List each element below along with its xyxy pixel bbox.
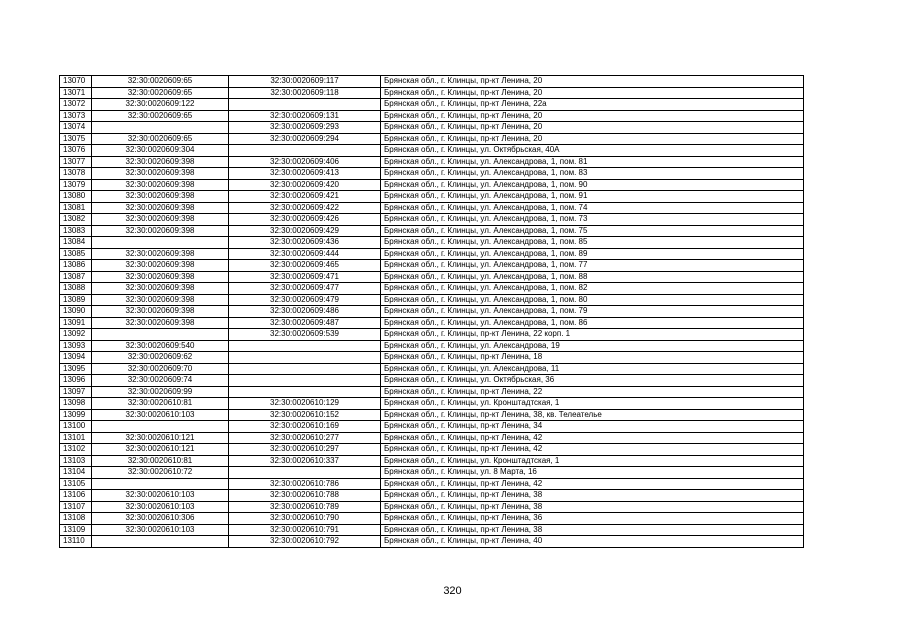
- row-number-cell: 13086: [60, 260, 92, 272]
- row-number-cell: 13097: [60, 386, 92, 398]
- address-cell: Брянская обл., г. Клинцы, пр-кт Ленина, 20: [381, 133, 804, 145]
- parcel-number-cell: 32:30:0020610:72: [92, 467, 229, 479]
- object-number-cell: [229, 340, 381, 352]
- object-number-cell: 32:30:0020610:786: [229, 478, 381, 490]
- object-number-cell: 32:30:0020609:479: [229, 294, 381, 306]
- address-cell: Брянская обл., г. Клинцы, ул. Александрова, 1, пом. 85: [381, 237, 804, 249]
- row-number-cell: 13077: [60, 156, 92, 168]
- parcel-number-cell: [92, 536, 229, 548]
- object-number-cell: 32:30:0020610:277: [229, 432, 381, 444]
- address-cell: Брянская обл., г. Клинцы, ул. Александрова, 1, пом. 80: [381, 294, 804, 306]
- object-number-cell: 32:30:0020609:406: [229, 156, 381, 168]
- object-number-cell: 32:30:0020610:337: [229, 455, 381, 467]
- row-number-cell: 13070: [60, 76, 92, 88]
- row-number-cell: 13095: [60, 363, 92, 375]
- parcel-number-cell: 32:30:0020610:81: [92, 455, 229, 467]
- address-cell: Брянская обл., г. Клинцы, пр-кт Ленина, 20: [381, 110, 804, 122]
- table-row: [60, 329, 804, 341]
- parcel-number-cell: 32:30:0020610:103: [92, 524, 229, 536]
- row-number-cell: 13071: [60, 87, 92, 99]
- parcel-number-cell: 32:30:0020609:398: [92, 202, 229, 214]
- row-number-cell: 13087: [60, 271, 92, 283]
- object-number-cell: 32:30:0020610:792: [229, 536, 381, 548]
- object-number-cell: 32:30:0020610:297: [229, 444, 381, 456]
- parcel-number-cell: [92, 478, 229, 490]
- parcel-number-cell: 32:30:0020609:99: [92, 386, 229, 398]
- object-number-cell: 32:30:0020609:131: [229, 110, 381, 122]
- parcel-number-cell: 32:30:0020609:398: [92, 191, 229, 203]
- table-row: [60, 76, 804, 88]
- table-row: [60, 122, 804, 134]
- address-cell: Брянская обл., г. Клинцы, пр-кт Ленина, 42: [381, 444, 804, 456]
- row-number-cell: 13090: [60, 306, 92, 318]
- table-row: [60, 363, 804, 375]
- parcel-number-cell: [92, 122, 229, 134]
- object-number-cell: 32:30:0020609:294: [229, 133, 381, 145]
- table-row: [60, 248, 804, 260]
- row-number-cell: 13078: [60, 168, 92, 180]
- address-cell: Брянская обл., г. Клинцы, ул. Александрова, 1, пом. 73: [381, 214, 804, 226]
- parcel-number-cell: 32:30:0020609:398: [92, 225, 229, 237]
- table-row: [60, 294, 804, 306]
- object-number-cell: [229, 352, 381, 364]
- address-cell: Брянская обл., г. Клинцы, ул. Александрова, 1, пом. 86: [381, 317, 804, 329]
- row-number-cell: 13109: [60, 524, 92, 536]
- table-row: [60, 386, 804, 398]
- parcel-number-cell: 32:30:0020609:398: [92, 179, 229, 191]
- address-cell: Брянская обл., г. Клинцы, пр-кт Ленина, 40: [381, 536, 804, 548]
- parcel-number-cell: 32:30:0020609:65: [92, 133, 229, 145]
- object-number-cell: [229, 386, 381, 398]
- parcel-number-cell: 32:30:0020609:540: [92, 340, 229, 352]
- row-number-cell: 13096: [60, 375, 92, 387]
- row-number-cell: 13079: [60, 179, 92, 191]
- table-row: [60, 191, 804, 203]
- row-number-cell: 13101: [60, 432, 92, 444]
- row-number-cell: 13074: [60, 122, 92, 134]
- object-number-cell: 32:30:0020609:444: [229, 248, 381, 260]
- table-row: [60, 375, 804, 387]
- table-row: [60, 237, 804, 249]
- table-row: [60, 110, 804, 122]
- address-cell: Брянская обл., г. Клинцы, ул. Александрова, 1, пом. 75: [381, 225, 804, 237]
- row-number-cell: 13105: [60, 478, 92, 490]
- address-cell: Брянская обл., г. Клинцы, ул. Кронштадтская, 1: [381, 398, 804, 410]
- parcel-number-cell: 32:30:0020610:103: [92, 490, 229, 502]
- address-cell: Брянская обл., г. Клинцы, ул. Кронштадтская, 1: [381, 455, 804, 467]
- row-number-cell: 13084: [60, 237, 92, 249]
- address-cell: Брянская обл., г. Клинцы, пр-кт Ленина, 18: [381, 352, 804, 364]
- parcel-number-cell: 32:30:0020609:304: [92, 145, 229, 157]
- address-cell: Брянская обл., г. Клинцы, ул. Октябрьская, 36: [381, 375, 804, 387]
- address-cell: Брянская обл., г. Клинцы, ул. Александрова, 1, пом. 89: [381, 248, 804, 260]
- row-number-cell: 13110: [60, 536, 92, 548]
- row-number-cell: 13081: [60, 202, 92, 214]
- parcel-number-cell: 32:30:0020609:398: [92, 260, 229, 272]
- address-cell: Брянская обл., г. Клинцы, пр-кт Ленина, 22 корп. 1: [381, 329, 804, 341]
- table-row: [60, 513, 804, 525]
- table-row: [60, 340, 804, 352]
- table-row: [60, 432, 804, 444]
- table-row: [60, 317, 804, 329]
- row-number-cell: 13098: [60, 398, 92, 410]
- parcel-number-cell: 32:30:0020610:81: [92, 398, 229, 410]
- object-number-cell: [229, 363, 381, 375]
- table-row: [60, 352, 804, 364]
- object-number-cell: 32:30:0020609:426: [229, 214, 381, 226]
- object-number-cell: 32:30:0020610:152: [229, 409, 381, 421]
- table-row: [60, 524, 804, 536]
- address-cell: Брянская обл., г. Клинцы, ул. Александрова, 1, пом. 81: [381, 156, 804, 168]
- address-cell: Брянская обл., г. Клинцы, ул. Александрова, 1, пом. 82: [381, 283, 804, 295]
- address-cell: Брянская обл., г. Клинцы, ул. Александрова, 19: [381, 340, 804, 352]
- parcel-number-cell: 32:30:0020609:398: [92, 248, 229, 260]
- parcel-number-cell: [92, 237, 229, 249]
- parcel-number-cell: 32:30:0020609:65: [92, 76, 229, 88]
- object-number-cell: 32:30:0020609:436: [229, 237, 381, 249]
- table-row: [60, 225, 804, 237]
- row-number-cell: 13099: [60, 409, 92, 421]
- parcel-number-cell: 32:30:0020609:398: [92, 283, 229, 295]
- parcel-number-cell: 32:30:0020609:122: [92, 99, 229, 111]
- row-number-cell: 13076: [60, 145, 92, 157]
- object-number-cell: [229, 375, 381, 387]
- page-number: 320: [443, 585, 462, 597]
- address-cell: Брянская обл., г. Клинцы, пр-кт Ленина, 42: [381, 478, 804, 490]
- row-number-cell: 13104: [60, 467, 92, 479]
- address-cell: Брянская обл., г. Клинцы, пр-кт Ленина, 38: [381, 490, 804, 502]
- table-row: [60, 490, 804, 502]
- table-row: [60, 398, 804, 410]
- table-row: [60, 306, 804, 318]
- object-number-cell: 32:30:0020609:293: [229, 122, 381, 134]
- address-cell: Брянская обл., г. Клинцы, пр-кт Ленина, 36: [381, 513, 804, 525]
- parcel-number-cell: 32:30:0020609:398: [92, 294, 229, 306]
- table-row: [60, 168, 804, 180]
- address-cell: Брянская обл., г. Клинцы, ул. Октябрьская, 40А: [381, 145, 804, 157]
- row-number-cell: 13108: [60, 513, 92, 525]
- row-number-cell: 13107: [60, 501, 92, 513]
- parcel-number-cell: 32:30:0020609:62: [92, 352, 229, 364]
- address-cell: Брянская обл., г. Клинцы, пр-кт Ленина, 34: [381, 421, 804, 433]
- address-cell: Брянская обл., г. Клинцы, ул. Александрова, 1, пом. 77: [381, 260, 804, 272]
- address-cell: Брянская обл., г. Клинцы, пр-кт Ленина, 38: [381, 501, 804, 513]
- table-row: [60, 283, 804, 295]
- object-number-cell: 32:30:0020609:118: [229, 87, 381, 99]
- object-number-cell: 32:30:0020610:790: [229, 513, 381, 525]
- address-cell: Брянская обл., г. Клинцы, пр-кт Ленина, 38, кв. Телеателье: [381, 409, 804, 421]
- parcel-number-cell: 32:30:0020609:398: [92, 306, 229, 318]
- row-number-cell: 13073: [60, 110, 92, 122]
- parcel-number-cell: 32:30:0020609:70: [92, 363, 229, 375]
- table-row: [60, 455, 804, 467]
- address-cell: Брянская обл., г. Клинцы, ул. Александрова, 1, пом. 91: [381, 191, 804, 203]
- table-row: [60, 536, 804, 548]
- row-number-cell: 13092: [60, 329, 92, 341]
- row-number-cell: 13075: [60, 133, 92, 145]
- address-cell: Брянская обл., г. Клинцы, пр-кт Ленина, 22: [381, 386, 804, 398]
- row-number-cell: 13088: [60, 283, 92, 295]
- parcel-number-cell: 32:30:0020610:121: [92, 432, 229, 444]
- row-number-cell: 13102: [60, 444, 92, 456]
- parcel-number-cell: 32:30:0020609:398: [92, 168, 229, 180]
- address-cell: Брянская обл., г. Клинцы, пр-кт Ленина, 38: [381, 524, 804, 536]
- table-row: [60, 145, 804, 157]
- table-row: [60, 478, 804, 490]
- address-cell: Брянская обл., г. Клинцы, ул. Александрова, 1, пом. 79: [381, 306, 804, 318]
- table-row: [60, 421, 804, 433]
- table-row: [60, 214, 804, 226]
- table-row: [60, 467, 804, 479]
- object-number-cell: [229, 145, 381, 157]
- object-number-cell: 32:30:0020609:422: [229, 202, 381, 214]
- object-number-cell: 32:30:0020609:413: [229, 168, 381, 180]
- address-cell: Брянская обл., г. Клинцы, ул. Александрова, 1, пом. 88: [381, 271, 804, 283]
- registry-table-body: [60, 76, 804, 548]
- object-number-cell: 32:30:0020609:465: [229, 260, 381, 272]
- table-row: [60, 444, 804, 456]
- object-number-cell: 32:30:0020610:791: [229, 524, 381, 536]
- table-row: [60, 87, 804, 99]
- row-number-cell: 13082: [60, 214, 92, 226]
- object-number-cell: [229, 467, 381, 479]
- address-cell: Брянская обл., г. Клинцы, пр-кт Ленина, 20: [381, 76, 804, 88]
- object-number-cell: [229, 99, 381, 111]
- address-cell: Брянская обл., г. Клинцы, ул. Александрова, 1, пом. 83: [381, 168, 804, 180]
- table-row: [60, 156, 804, 168]
- parcel-number-cell: [92, 421, 229, 433]
- row-number-cell: 13089: [60, 294, 92, 306]
- address-cell: Брянская обл., г. Клинцы, ул. Александрова, 1, пом. 74: [381, 202, 804, 214]
- address-cell: Брянская обл., г. Клинцы, ул. Александрова, 1, пом. 90: [381, 179, 804, 191]
- parcel-number-cell: 32:30:0020610:306: [92, 513, 229, 525]
- parcel-number-cell: 32:30:0020609:398: [92, 156, 229, 168]
- object-number-cell: 32:30:0020609:429: [229, 225, 381, 237]
- row-number-cell: 13083: [60, 225, 92, 237]
- address-cell: Брянская обл., г. Клинцы, ул. Александрова, 11: [381, 363, 804, 375]
- table-row: [60, 202, 804, 214]
- table-row: [60, 409, 804, 421]
- parcel-number-cell: 32:30:0020610:103: [92, 501, 229, 513]
- row-number-cell: 13072: [60, 99, 92, 111]
- parcel-number-cell: 32:30:0020610:103: [92, 409, 229, 421]
- parcel-number-cell: 32:30:0020609:65: [92, 110, 229, 122]
- parcel-number-cell: 32:30:0020609:65: [92, 87, 229, 99]
- object-number-cell: 32:30:0020609:486: [229, 306, 381, 318]
- object-number-cell: 32:30:0020609:477: [229, 283, 381, 295]
- row-number-cell: 13106: [60, 490, 92, 502]
- row-number-cell: 13103: [60, 455, 92, 467]
- object-number-cell: 32:30:0020610:788: [229, 490, 381, 502]
- row-number-cell: 13100: [60, 421, 92, 433]
- parcel-number-cell: [92, 329, 229, 341]
- table-row: [60, 501, 804, 513]
- object-number-cell: 32:30:0020609:539: [229, 329, 381, 341]
- address-cell: Брянская обл., г. Клинцы, пр-кт Ленина, 20: [381, 122, 804, 134]
- parcel-number-cell: 32:30:0020610:121: [92, 444, 229, 456]
- table-row: [60, 99, 804, 111]
- object-number-cell: 32:30:0020609:471: [229, 271, 381, 283]
- object-number-cell: 32:30:0020610:129: [229, 398, 381, 410]
- parcel-number-cell: 32:30:0020609:398: [92, 317, 229, 329]
- table-row: [60, 271, 804, 283]
- row-number-cell: 13080: [60, 191, 92, 203]
- parcel-number-cell: 32:30:0020609:74: [92, 375, 229, 387]
- row-number-cell: 13085: [60, 248, 92, 260]
- object-number-cell: 32:30:0020609:420: [229, 179, 381, 191]
- object-number-cell: 32:30:0020609:117: [229, 76, 381, 88]
- row-number-cell: 13093: [60, 340, 92, 352]
- object-number-cell: 32:30:0020610:789: [229, 501, 381, 513]
- row-number-cell: 13094: [60, 352, 92, 364]
- registry-table: [59, 75, 804, 548]
- object-number-cell: 32:30:0020610:169: [229, 421, 381, 433]
- parcel-number-cell: 32:30:0020609:398: [92, 214, 229, 226]
- address-cell: Брянская обл., г. Клинцы, пр-кт Ленина, 22а: [381, 99, 804, 111]
- parcel-number-cell: 32:30:0020609:398: [92, 271, 229, 283]
- row-number-cell: 13091: [60, 317, 92, 329]
- address-cell: Брянская обл., г. Клинцы, пр-кт Ленина, 42: [381, 432, 804, 444]
- address-cell: Брянская обл., г. Клинцы, ул. 8 Марта, 16: [381, 467, 804, 479]
- object-number-cell: 32:30:0020609:487: [229, 317, 381, 329]
- address-cell: Брянская обл., г. Клинцы, пр-кт Ленина, 20: [381, 87, 804, 99]
- table-row: [60, 179, 804, 191]
- table-row: [60, 133, 804, 145]
- table-row: [60, 260, 804, 272]
- object-number-cell: 32:30:0020609:421: [229, 191, 381, 203]
